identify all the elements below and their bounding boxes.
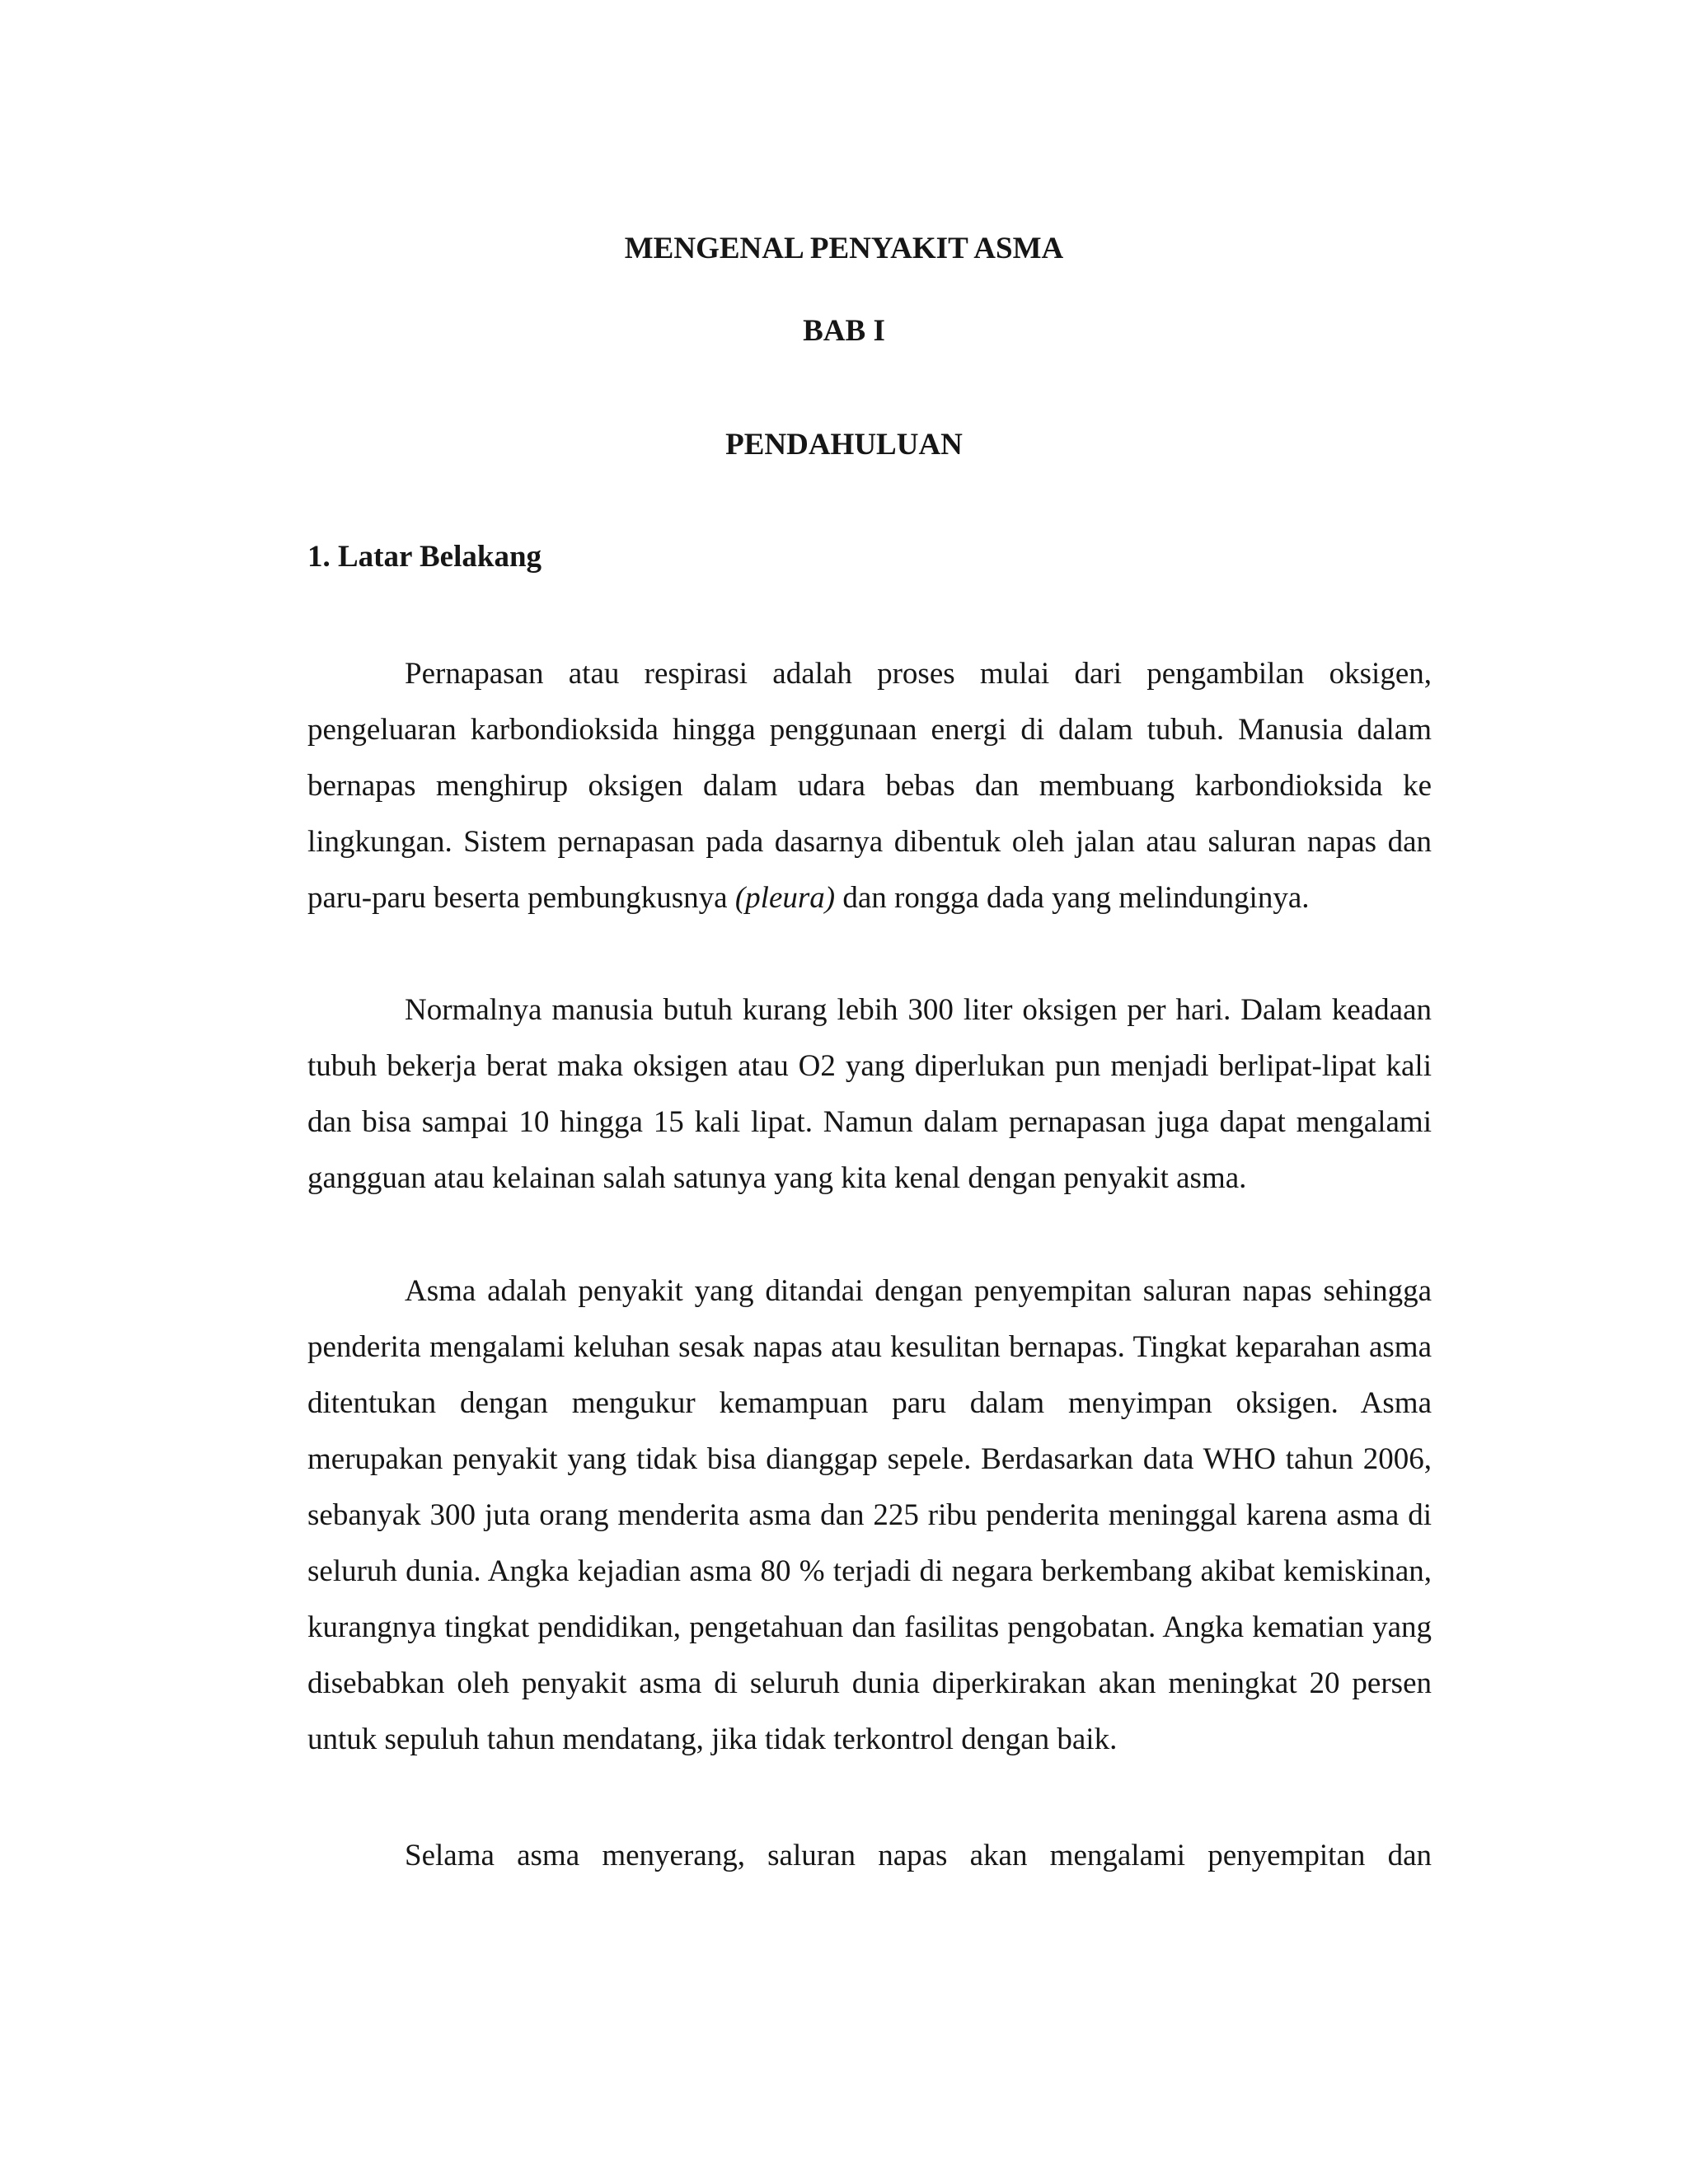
paragraph-1-italic-term: (pleura) bbox=[734, 881, 836, 915]
document-title: MENGENAL PENYAKIT ASMA bbox=[624, 232, 1064, 265]
paragraph-3: Asma adalah penyakit yang ditandai dengan penyempitan saluran napas sehingga penderita mengalami keluhan sesak napas atau kesulitan bernapas. Tingkat keparahan asma ditentukan dengan mengukur kemampuan paru dalam menyimpan oksigen. Asma merupakan penyakit yang tidak bisa dianggap sepele. Berdasarkan data WHO tahun 2006, sebanyak 300 juta orang menderita asma dan 225 ribu penderita meninggal karena asma di seluruh dunia. Angka kejadian asma 80 % terjadi di negara berkembang akibat kemiskinan, kurangnya tingkat pendidikan, pengetahuan dan fasilitas pengobatan. Angka kematian yang disebabkan oleh penyakit asma di seluruh dunia diperkirakan akan meningkat 20 persen untuk sepuluh tahun mendatang, jika tidak terkontrol dengan baik. bbox=[307, 1274, 1432, 1756]
chapter-title: PENDAHULUAN bbox=[725, 428, 963, 462]
chapter-number: BAB I bbox=[803, 314, 885, 348]
paragraph-2: Normalnya manusia butuh kurang lebih 300 liter oksigen per hari. Dalam keadaan tubuh bekerja berat maka oksigen atau O2 yang diperlukan pun menjadi berlipat-lipat kali dan bisa sampai 10 hingga 15 kali lipat. Namun dalam pernapasan juga dapat mengalami gangguan atau kelainan salah satunya yang kita kenal dengan penyakit asma. bbox=[307, 993, 1432, 1195]
paragraph-1-text-b: dan rongga dada yang melindunginya. bbox=[835, 881, 1310, 915]
paragraph-1 bbox=[307, 646, 1432, 926]
section-heading: 1. Latar Belakang bbox=[307, 540, 542, 574]
paragraph-1-text-a: Pernapasan atau respirasi adalah proses mulai dari pengambilan oksigen, pengeluaran karbondioksida hingga penggunaan energi di dalam tubuh. Manusia dalam bernapas menghirup oksigen dalam udara bebas dan membuang karbondioksida ke lingkungan. Sistem pernapasan pada dasarnya dibentuk oleh jalan atau saluran napas dan paru-paru beserta pembungkusnya bbox=[307, 657, 1432, 915]
paragraph-4: Selama asma menyerang, saluran napas akan mengalami penyempitan dan bbox=[405, 1839, 1432, 1872]
